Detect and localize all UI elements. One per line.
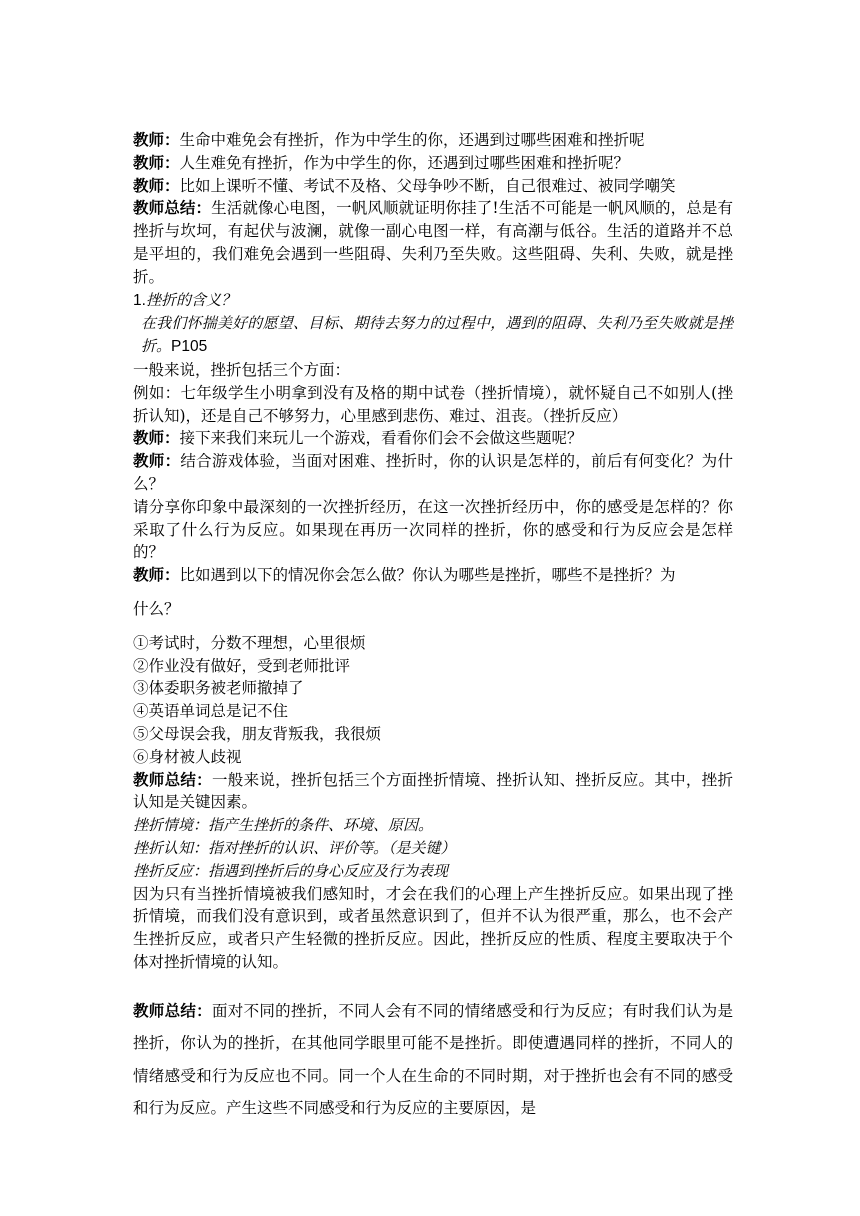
spacer <box>133 974 733 995</box>
section-title: 挫折的含义？ <box>145 290 236 309</box>
page-reference: P105 <box>171 338 208 356</box>
teacher-summary-2 <box>133 769 733 815</box>
general-statement: 一般来说，挫折包括三个方面： <box>133 360 351 379</box>
teacher-text: 接下来我们来玩儿一个游戏，看看你们会不会做这些题呢？ <box>179 429 583 448</box>
teacher-line-5 <box>133 450 733 496</box>
speaker-label: 教师总结： <box>133 198 212 218</box>
summary-text: 一般来说，挫折包括三个方面挫折情境、挫折认知、挫折反应。其中，挫折认知是关键因素。 <box>133 770 733 812</box>
speaker-label: 教师总结： <box>133 1000 212 1020</box>
example-paragraph: 例如：七年级学生小明拿到没有及格的期中试卷（挫折情境），就怀疑自己不如别人(挫折认知)，还是自己不够努力，心里感到悲伤、难过、沮丧。（挫折反应） <box>133 383 733 425</box>
section-number: 1. <box>133 291 146 309</box>
teacher-text: 结合游戏体验，当面对困难、挫折时，你的认识是怎样的，前后有何变化？为什么？ <box>133 452 733 493</box>
teacher-summary-1 <box>133 197 733 288</box>
situation-list <box>133 632 733 769</box>
teacher-summary-3 <box>133 995 733 1125</box>
list-item: ③体委职务被老师撤掉了 <box>133 679 304 698</box>
teacher-line-3 <box>133 175 733 198</box>
teacher-line-1 <box>133 129 733 152</box>
document-body <box>133 129 733 1125</box>
teacher-text: 人生难免有挫折，作为中学生的你，还遇到过哪些困难和挫折呢？ <box>179 153 630 172</box>
teacher-question <box>133 564 733 587</box>
share-prompt: 请分享你印象中最深刻的一次挫折经历，在这一次挫折经历中，你的感受是怎样的？你采取了什么行为反应。如果现在再历一次同样的挫折，你的感受和行为反应会是怎样的？ <box>133 497 733 562</box>
speaker-label: 教师： <box>133 565 180 585</box>
speaker-label: 教师总结： <box>133 769 212 789</box>
list-item: ④英语单词总是记不住 <box>133 702 289 721</box>
speaker-label: 教师： <box>133 428 180 448</box>
list-item: ⑤父母误会我，朋友背叛我，我很烦 <box>133 724 382 743</box>
summary-text: 生活就像心电图，一帆风顺就证明你挂了!生活不可能是一帆风顺的，总是有挫折与坎坷，有起伏与波澜，就像一副心电图一样，有高潮与低谷。生活的道路并不总是平坦的，我们难免会遇到一些阻碍、失利乃至失败。这些阻碍、失利、失败，就是挫折。 <box>133 199 733 286</box>
speaker-label: 教师： <box>133 130 180 149</box>
speaker-label: 教师： <box>133 451 181 471</box>
summary-text: 面对不同的挫折，不同人会有不同的情绪感受和行为反应；有时我们认为是挫折，你认为的挫折，在其他同学眼里可能不是挫折。即使遭遇同样的挫折，不同人的情绪感受和行为反应也不同。同一个人在生命的不同时期，对于挫折也会有不同的感受和行为反应。产生这些不同感受和行为反应的主要原因，是 <box>133 1001 733 1118</box>
teacher-question-continued: 什么？ <box>133 599 180 618</box>
list-item: ②作业没有做好，受到老师批评 <box>133 656 351 675</box>
explanation-paragraph: 因为只有当挫折情境被我们感知时，才会在我们的心理上产生挫折反应。如果出现了挫折情境，而我们没有意识到，或者虽然意识到了，但并不认为很严重，那么，也不会产生挫折反应，或者只产生轻微的挫折反应。因此，挫折反应的性质、程度主要取决于个体对挫折情境的认知。 <box>133 884 733 971</box>
speaker-label: 教师： <box>133 175 180 195</box>
question-text-line1: 比如遇到以下的情况你会怎么做？你认为哪些是挫折，哪些不是挫折？为 <box>179 566 676 585</box>
section-heading <box>133 289 733 313</box>
definition-cognition: 挫折认知：指对挫折的认识、评价等。（是关键） <box>133 838 456 857</box>
speaker-label: 教师： <box>133 152 180 172</box>
teacher-line-2 <box>133 152 733 175</box>
teacher-line-4 <box>133 427 733 450</box>
list-item: ⑥身材被人歧视 <box>133 747 242 766</box>
teacher-text: 比如上课听不懂、考试不及格、父母争吵不断，自己很难过、被同学嘲笑 <box>179 176 676 195</box>
definition-situation: 挫折情境：指产生挫折的条件、环境、原因。 <box>133 816 434 835</box>
spacer <box>133 587 733 598</box>
teacher-text: 生命中难免会有挫折，作为中学生的你，还遇到过哪些困难和挫折呢 <box>179 131 645 149</box>
spacer <box>133 621 733 632</box>
definition-paragraph <box>133 312 733 359</box>
definition-reaction: 挫折反应：指遇到挫折后的身心反应及行为表现 <box>133 861 449 880</box>
list-item: ①考试时，分数不理想，心里很烦 <box>133 633 366 652</box>
definition-text: 在我们怀揣美好的愿望、目标、期待去努力的过程中，遇到的阻碍、失利乃至失败就是挫折。 <box>141 314 733 356</box>
